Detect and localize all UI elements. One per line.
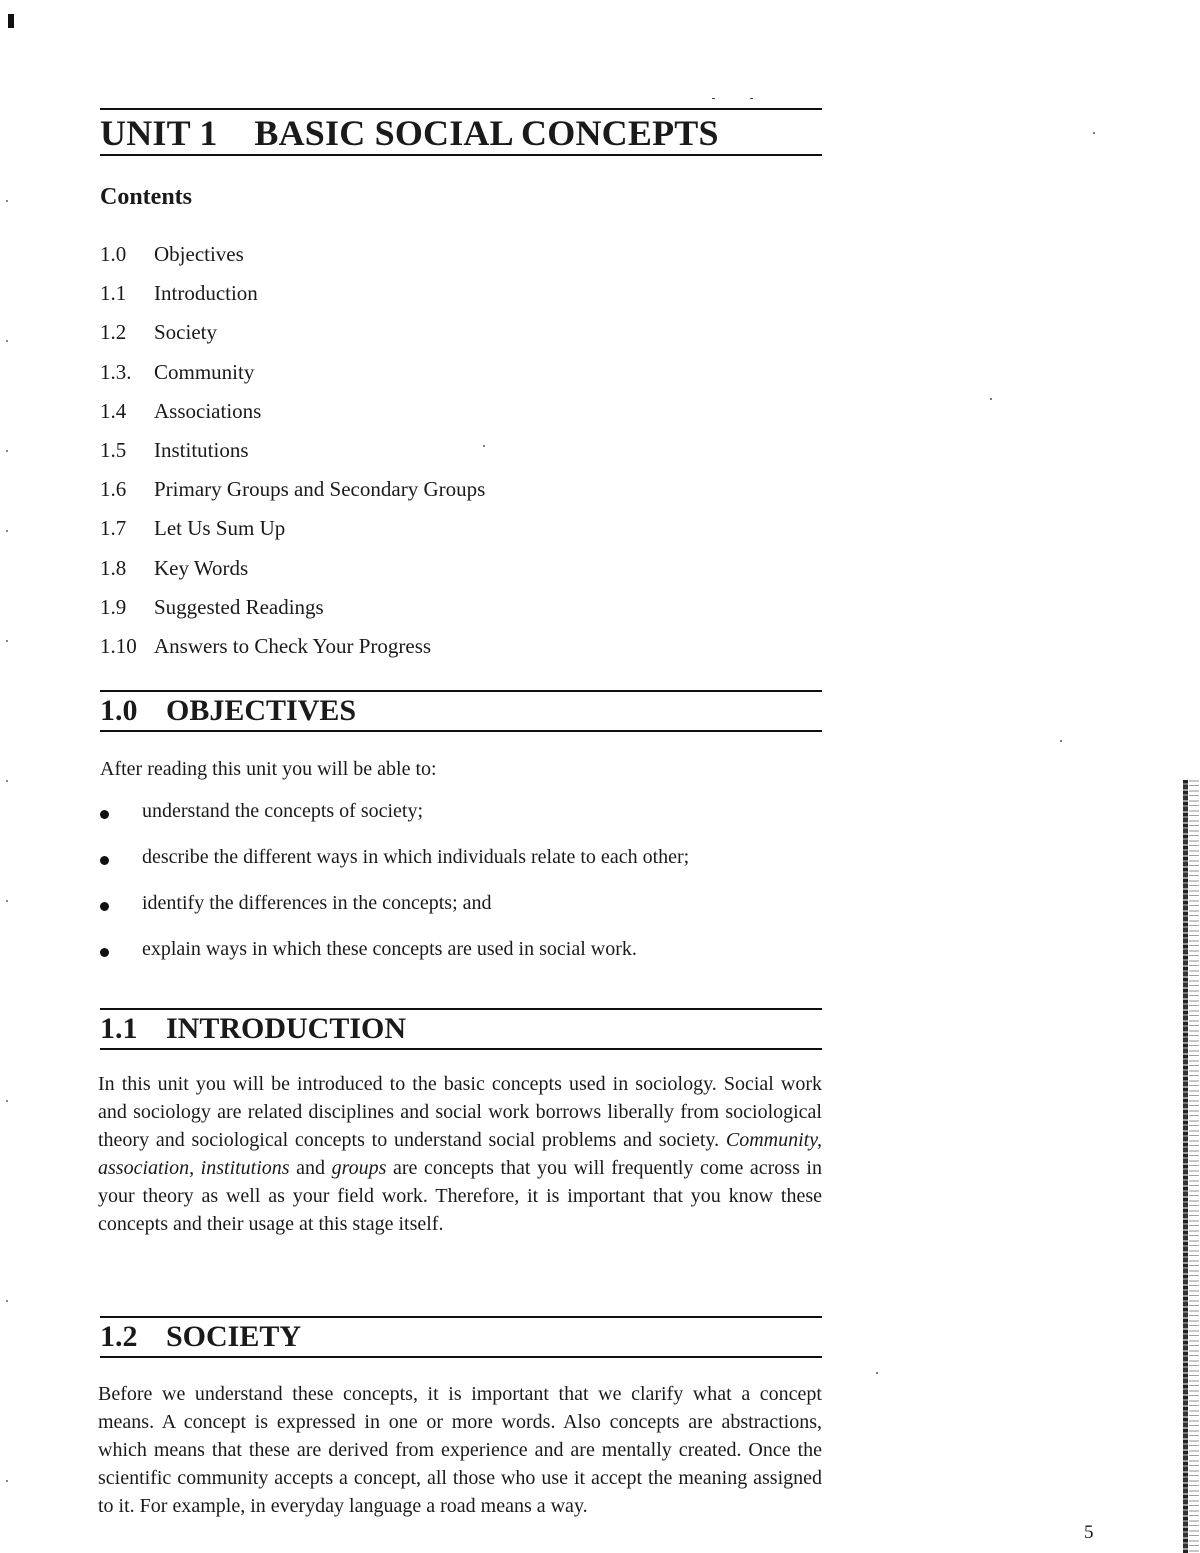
society-paragraph: Before we understand these concepts, it is important that we clarify what a concept means. A concept is expressed in one or more words. Also concepts are abstractions, which means that these are derived from experience and are mentally created. Once the scientific community accepts a concept, all those who use it accept the meaning assigned to it. For example, in everyday language a road means a way. [98, 1383, 822, 1517]
toc-label: Associations [154, 398, 262, 423]
paragraph-text: are concepts that you will frequently come across in your theory as well as your field work. Therefore, it is important that you know these concepts and their usage at this stage itself. [98, 1157, 822, 1235]
scan-speck [1093, 132, 1095, 134]
scan-speck [6, 900, 8, 902]
list-item [100, 846, 820, 892]
toc-item[interactable] [100, 242, 700, 281]
objectives-heading [100, 690, 822, 732]
unit-title: UNIT 1 BASIC SOCIAL CONCEPTS [100, 113, 719, 153]
paragraph-text: In this unit you will be introduced to the basic concepts used in sociology. Social work and sociology are related disciplines and social work borrows liberally from sociological theory and sociological concepts to understand social problems and society. [98, 1073, 822, 1151]
section-title: INTRODUCTION [166, 1012, 407, 1045]
section-number: 1.2 [100, 1320, 138, 1353]
toc-number: 1.4 [100, 398, 127, 423]
toc-number: 1.2 [100, 320, 127, 345]
section-title: SOCIETY [166, 1320, 302, 1353]
toc-item[interactable] [100, 360, 700, 399]
scan-speck [6, 1100, 8, 1102]
scan-speck [6, 450, 8, 452]
scan-speck [6, 200, 8, 202]
scan-speck [6, 1480, 8, 1482]
list-item [100, 938, 820, 984]
objectives-intro: After reading this unit you will be able to: [100, 758, 437, 780]
toc-item[interactable] [100, 634, 700, 673]
list-item [100, 800, 820, 846]
scan-speck [6, 530, 8, 532]
bullet-icon [100, 856, 109, 865]
list-item [100, 892, 820, 938]
toc-item[interactable] [100, 438, 700, 477]
scan-edge-texture [1189, 780, 1199, 1553]
scan-speck [990, 398, 992, 400]
scan-mark [8, 14, 14, 28]
list-item-text: describe the different ways in which individuals relate to each other; [142, 846, 690, 868]
contents-title: Contents [100, 184, 193, 210]
scan-speck [712, 98, 715, 99]
scan-speck [6, 640, 8, 642]
bullet-icon [100, 810, 109, 819]
toc-item[interactable] [100, 477, 700, 516]
society-heading [100, 1316, 822, 1358]
toc-item[interactable] [100, 556, 700, 595]
toc-label: Institutions [154, 437, 249, 462]
objectives-list [100, 800, 820, 984]
toc-label: Answers to Check Your Progress [154, 633, 432, 658]
toc-number: 1.6 [100, 477, 127, 502]
toc-label: Suggested Readings [154, 594, 324, 619]
list-item-text: identify the differences in the concepts; and [142, 892, 492, 914]
unit-heading [100, 108, 822, 156]
toc-number: 1.7 [100, 516, 127, 541]
introduction-paragraph [98, 1070, 822, 1238]
scan-speck [750, 98, 753, 99]
scan-speck [483, 445, 485, 447]
toc-number: 1.8 [100, 555, 127, 580]
toc-item[interactable] [100, 595, 700, 634]
toc-number: 1.10 [100, 633, 137, 658]
introduction-heading [100, 1008, 822, 1050]
section-number: 1.1 [100, 1012, 138, 1045]
toc-number: 1.9 [100, 594, 127, 619]
emphasis-terms: Community, association, institutions [98, 1129, 822, 1179]
list-item-text: explain ways in which these concepts are used in social work. [142, 938, 637, 960]
bullet-icon [100, 948, 109, 957]
toc-number: 1.5 [100, 437, 127, 462]
section-number: 1.0 [100, 694, 138, 727]
scan-speck [1060, 740, 1062, 742]
toc-label: Society [154, 320, 217, 345]
toc-number: 1.0 [100, 242, 127, 266]
scan-edge [1183, 780, 1188, 1553]
scan-speck [6, 340, 8, 342]
toc-item[interactable] [100, 281, 700, 320]
toc-label: Community [154, 359, 255, 384]
emphasis-term: groups [331, 1157, 387, 1179]
paragraph-text: and [289, 1157, 332, 1179]
toc-label: Let Us Sum Up [154, 516, 286, 541]
toc-item[interactable] [100, 320, 700, 359]
scan-speck [876, 1372, 878, 1374]
toc-number: 1.3. [100, 359, 132, 384]
list-item-text: understand the concepts of society; [142, 800, 424, 822]
toc-label: Objectives [154, 242, 244, 266]
scan-speck [6, 1300, 8, 1302]
bullet-icon [100, 902, 109, 911]
toc-label: Introduction [154, 281, 258, 306]
toc-label: Primary Groups and Secondary Groups [154, 477, 486, 502]
toc-number: 1.1 [100, 281, 127, 306]
page-number: 5 [1084, 1522, 1094, 1543]
toc-item[interactable] [100, 516, 700, 555]
toc-item[interactable] [100, 399, 700, 438]
toc-label: Key Words [154, 555, 249, 580]
section-title: OBJECTIVES [166, 694, 357, 727]
scan-speck [6, 780, 8, 782]
table-of-contents [100, 242, 700, 673]
